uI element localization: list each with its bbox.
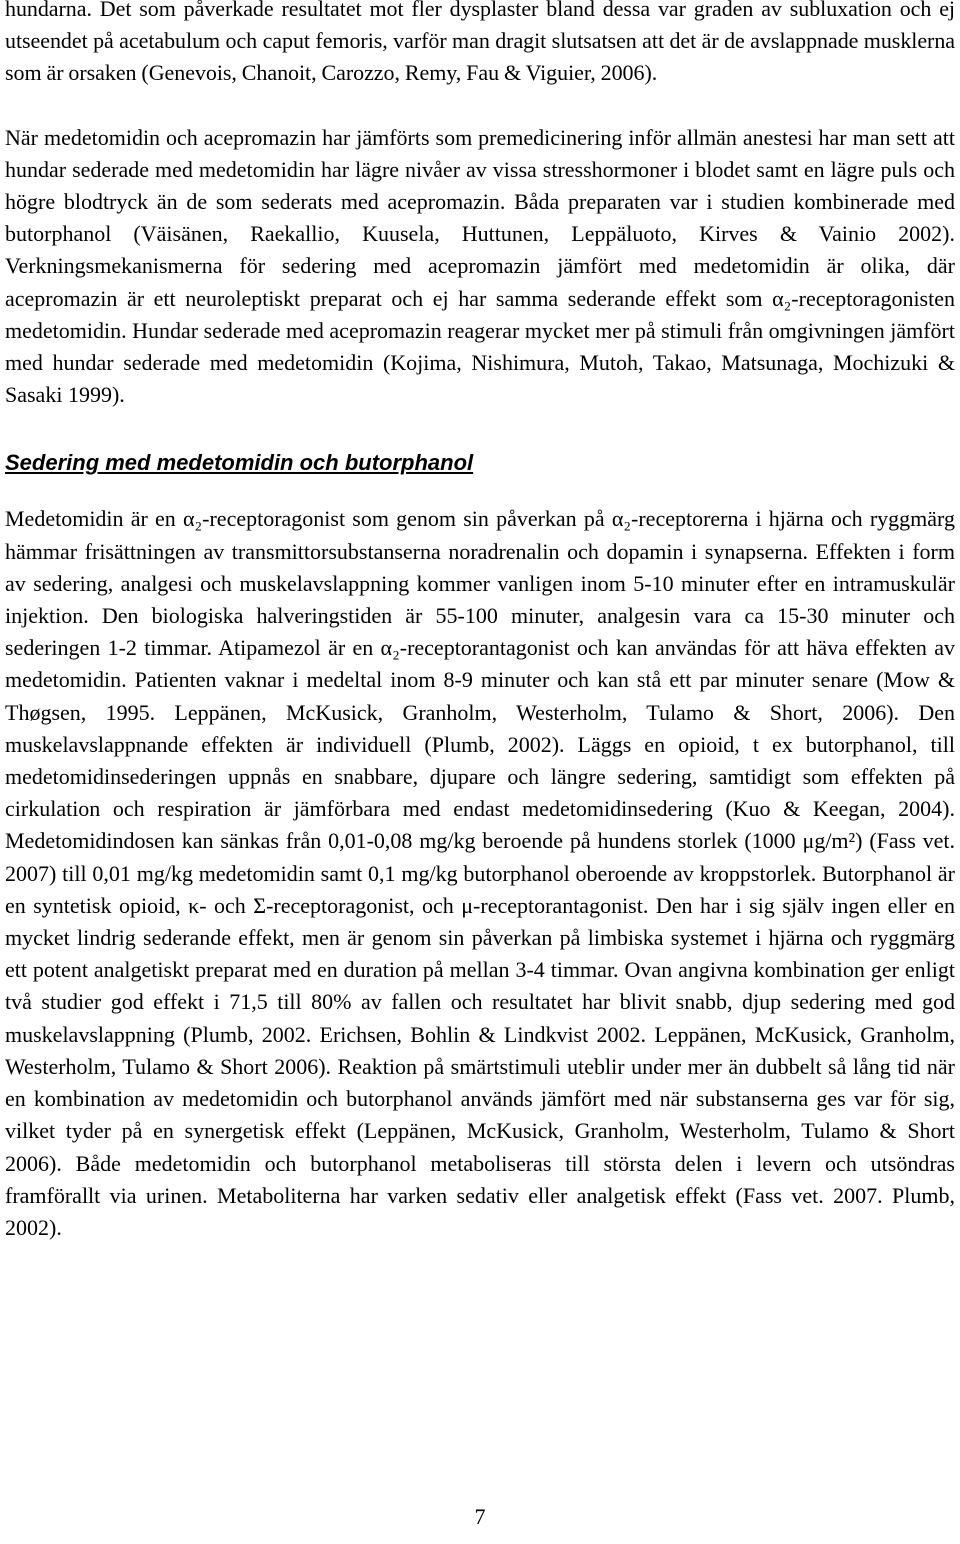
paragraph-2: När medetomidin och acepromazin har jämförts som premedicinering inför allmän anestesi har man sett att hundar sederade med medetomidin har lägre nivåer av vissa stresshormoner i blodet samt en lägre puls och högre blodtryck än de som sederats med acepromazin. Båda preparaten var i studien kombinerade med butorphanol (Väisänen, Raekallio, Kuusela, Huttunen, Leppäluoto, Kirves & Vainio 2002). Verkningsmekanismerna för sedering med acepromazin jämfört med medetomidin är olika, där acepromazin är ett neuroleptiskt preparat och ej har samma sederande effekt som α₂-receptoragonisten medetomidin. Hundar sederade med acepromazin reagerar mycket mer på stimuli från omgivningen jämfört med hundar sederade med medetomidin (Kojima, Nishimura, Mutoh, Takao, Matsunaga, Mochizuki & Sasaki 1999). (5, 124, 955, 408)
paragraph-1: hundarna. Det som påverkade resultatet mot fler dysplaster bland dessa var graden av subluxation och ej utseendet på acetabulum och caput femoris, varför man dragit slutsatsen att det är de avslappnade musklerna som är orsaken (Genevois, Chanoit, Carozzo, Remy, Fau & Viguier, 2006). (5, 0, 955, 86)
section-heading: Sedering med medetomidin och butorphanol (5, 450, 474, 476)
document-page (5, 0, 955, 1244)
paragraph-3-container (5, 503, 955, 1244)
paragraph-3: Medetomidin är en α₂-receptoragonist som genom sin påverkan på α₂-receptorerna i hjärna och ryggmärg hämmar frisättningen av transmittorsubstanserna noradrenalin och dopamin i synapserna. Effekten i form av sedering, analgesi och muskelavslappning kommer vanligen inom 5-10 minuter efter en intramuskulär injektion. Den biologiska halveringstiden är 55-100 minuter, analgesin vara ca 15-30 minuter och sederingen 1-2 timmar. Atipamezol är en α₂-receptorantagonist och kan användas för att häva effekten av medetomidin. Patienten vaknar i medeltal inom 8-9 minuter och kan stå ett par minuter senare (Mow & Thøgsen, 1995. Leppänen, McKusick, Granholm, Westerholm, Tulamo & Short, 2006). Den muskelavslappnande effekten är individuell (Plumb, 2002). Läggs en opioid, t ex butorphanol, till medetomidinsederingen uppnås en snabbare, djupare och längre sedering, samtidigt som effekten på cirkulation och respiration är jämförbara med endast medetomidinsedering (Kuo & Keegan, 2004). Medetomidindosen kan sänkas från 0,01-0,08 mg/kg beroende på hundens storlek (1000 μg/m²) (Fass vet. 2007) till 0,01 mg/kg medetomidin samt 0,1 mg/kg butorphanol oberoende av kroppstorlek. Butorphanol är en syntetisk opioid, κ- och Σ-receptoragonist, och μ-receptorantagonist. Den har i sig själv ingen eller en mycket lindrig sederande effekt, men är genom sin påverkan på limbiska systemet i hjärna och ryggmärg ett potent analgetiskt preparat med en duration på mellan 3-4 timmar. Ovan angivna kombination ger enligt två studier god effekt i 71,5 till 80% av fallen och resultatet har blivit snabb, djup sedering med god muskelavslappning (Plumb, 2002. Erichsen, Bohlin & Lindkvist 2002. Leppänen, McKusick, Granholm, Westerholm, Tulamo & Short 2006). Reaktion på smärtstimuli uteblir under mer än dubbelt så lång tid när en kombination av medetomidin och butorphanol används jämfört med när substanserna ges var för sig, vilket tyder på en synergetisk effekt (Leppänen, McKusick, Granholm, Westerholm, Tulamo & Short 2006). Både medetomidin och butorphanol metaboliseras till största delen i levern och utsöndras framförallt via urinen. Metaboliterna har varken sedativ eller analgetisk effekt (Fass vet. 2007. Plumb, 2002). (5, 506, 955, 1240)
page-number: 7 (474, 1504, 486, 1529)
paragraph-1-container (5, 0, 955, 90)
paragraph-2-container (5, 122, 955, 412)
